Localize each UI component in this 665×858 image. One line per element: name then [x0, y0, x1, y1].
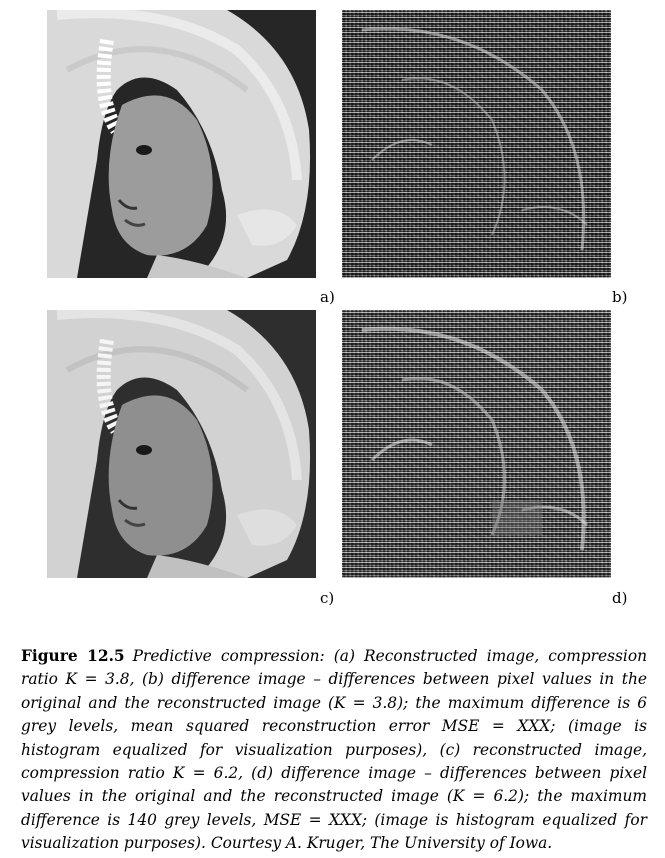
figure-number: Figure 12.5: [21, 647, 125, 665]
panel-label-a: a): [320, 288, 335, 306]
panel-label-b: b): [612, 288, 628, 306]
caption-text: Predictive compression: (a) Reconstructed image, compression ratio K = 3.8, (b) difference image – differences between pixel values in the original and the reconstructed image (K = 3.8); the maximum difference is 6 grey levels, mean squared reconstruction error MSE = XXX; (image is histogram equalized for visualization purposes), (c) reconstructed image, compression ratio K = 6.2, (d) difference image – differences between pixel values in the original and the reconstructed image (K = 6.2); the maximum difference is 140 grey levels, MSE = XXX; (image is histogram equalized for visualization purposes). Courtesy A. Kruger, The University of Iowa.: [21, 647, 647, 853]
difference-image-d: [342, 310, 611, 578]
reconstructed-image-a: [47, 10, 316, 278]
baby-bonnet-photo-c: [47, 310, 316, 578]
panel-label-d: d): [612, 589, 628, 607]
difference-texture-b: [342, 10, 611, 278]
difference-texture-d: [342, 310, 611, 578]
figure-caption: [21, 645, 647, 856]
reconstructed-image-c: [47, 310, 316, 578]
baby-bonnet-photo-a: [47, 10, 316, 278]
panel-label-c: c): [320, 589, 335, 607]
difference-image-b: [342, 10, 611, 278]
